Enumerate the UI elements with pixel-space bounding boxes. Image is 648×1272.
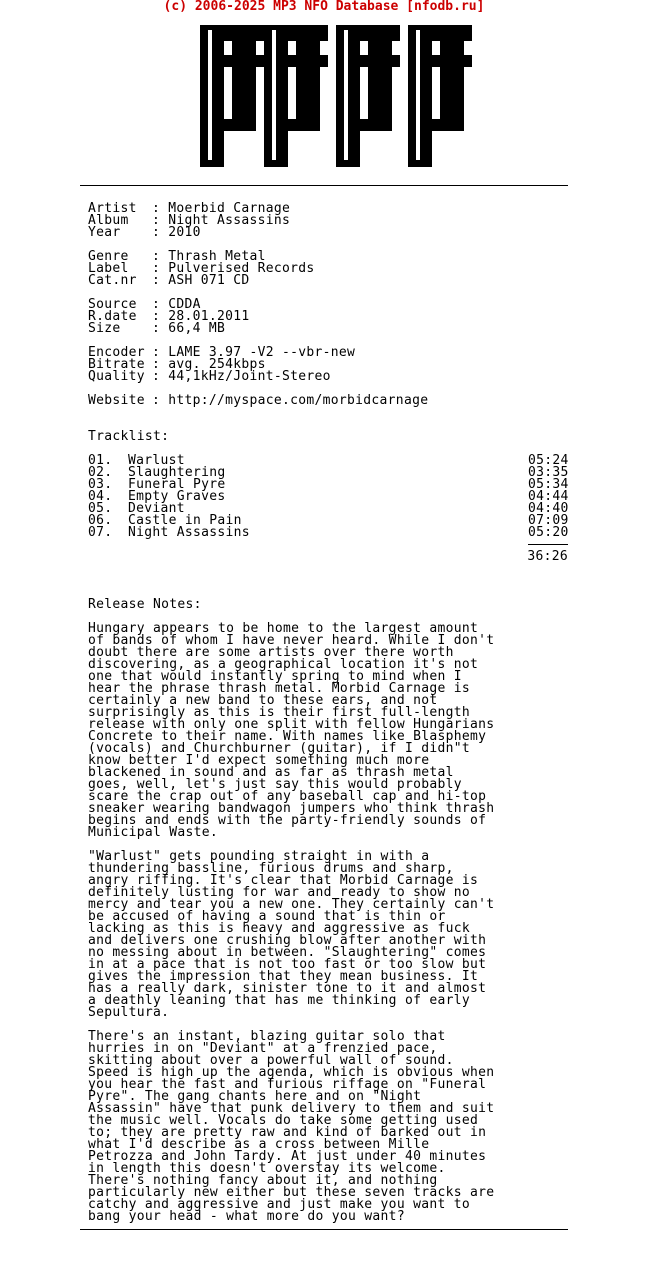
- track-length: 03:35: [528, 465, 569, 480]
- total-length: 36:26: [527, 549, 568, 564]
- info-label: Size: [88, 321, 121, 336]
- tracklist-divider: [528, 544, 568, 545]
- notes-paragraph: Hungary appears to be home to the largest amount of bands of whom I have never heard. While I don't doubt there are some artists over there worth discovering, as a geographical location it's not one that would instantly spring to mind when I hear the phrase thrash metal. Morbid Carnage is certainly a new band to these ears, and not surprisingly as this is their first full-length release with only one split with fellow Hungarians Concrete to their name. With names like Blasphemy (vocals) and Churchburner (guitar), if I didn"t know better I'd expect something much more blackened in sound and as far as thrash metal goes, well, let's just say this would probably scare the crap out of any baseball cap and hi-top sneaker wearing bandwagon jumpers who think thrash begins and ends with the party-friendly sounds of Municipal Waste.: [88, 621, 495, 840]
- release-notes-heading: Release Notes:: [88, 597, 202, 612]
- info-row: [88, 371, 568, 383]
- info-separator: :: [152, 369, 169, 384]
- track-num: 04.: [88, 489, 113, 504]
- info-separator: :: [152, 261, 169, 276]
- info-row: [88, 323, 568, 335]
- tracklist: [88, 455, 568, 539]
- info-row: [88, 275, 568, 287]
- bottom-divider: [80, 1229, 568, 1230]
- info-value: avg. 254kbps: [168, 357, 266, 372]
- track-num: 02.: [88, 465, 113, 480]
- tracklist-heading: Tracklist:: [88, 429, 170, 444]
- track-num: 03.: [88, 477, 113, 492]
- track-title: Warlust: [128, 453, 185, 468]
- info-label: R.date: [88, 309, 137, 324]
- track-title: Slaughtering: [128, 465, 226, 480]
- info-row: [88, 395, 568, 407]
- info-value: CDDA: [168, 297, 201, 312]
- info-separator: :: [152, 393, 169, 408]
- info-separator: :: [152, 357, 169, 372]
- info-separator: :: [152, 273, 169, 288]
- info-separator: :: [152, 321, 169, 336]
- info-label: Artist: [88, 201, 137, 216]
- info-separator: :: [152, 213, 169, 228]
- track-title: Night Assassins: [128, 525, 250, 540]
- info-separator: :: [152, 225, 169, 240]
- track-title: Castle in Pain: [128, 513, 242, 528]
- nfo-body: [88, 203, 568, 1223]
- track-length: 04:40: [528, 501, 569, 516]
- info-label: Genre: [88, 249, 129, 264]
- info-label: Cat.nr: [88, 273, 137, 288]
- info-separator: :: [152, 297, 169, 312]
- track-length: 05:34: [528, 477, 569, 492]
- info-value: 28.01.2011: [168, 309, 250, 324]
- info-value: Thrash Metal: [168, 249, 266, 264]
- info-label: Album: [88, 213, 129, 228]
- track-title: Deviant: [128, 501, 185, 516]
- info-label: Encoder: [88, 345, 145, 360]
- info-label: Website: [88, 393, 145, 408]
- top-divider: [80, 185, 568, 186]
- release-info: [88, 203, 568, 407]
- info-value: ASH 071 CD: [168, 273, 250, 288]
- info-separator: :: [152, 309, 169, 324]
- track-length: 05:20: [528, 525, 569, 540]
- info-separator: :: [152, 201, 169, 216]
- info-value: 2010: [168, 225, 201, 240]
- info-label: Year: [88, 225, 121, 240]
- info-label: Source: [88, 297, 137, 312]
- track-title: Empty Graves: [128, 489, 226, 504]
- site-header: (c) 2006-2025 MP3 NFO Database [nfodb.ru]: [163, 0, 485, 14]
- info-separator: :: [152, 345, 169, 360]
- notes-paragraph: "Warlust" gets pounding straight in with a thundering bassline, furious drums and sharp, angry riffing. It's clear that Morbid Carnage is definitely lusting for war and ready to show no mercy and tear you a new one. They certainly can't be accused of having a sound that is thin or lacking as this is heavy and aggressive as fuck and delivers one crushing blow after another with no messing about in between. "Slaughtering" comes in at a pace that is not too fast or too slow but gives the impression that they mean business. It has a really dark, sinister tone to it and almost a deathly leaning that has me thinking of early Sepultura.: [88, 849, 495, 1020]
- track-num: 06.: [88, 513, 113, 528]
- info-value: 44,1kHz/Joint-Stereo: [168, 369, 331, 384]
- track-title: Funeral Pyre: [128, 477, 226, 492]
- notes-paragraph: There's an instant, blazing guitar solo that hurries in on "Deviant" at a frenzied pace, skitting about over a powerful wall of sound. Speed is high up the agenda, which is obvious when you hear the fast and furious riffage on "Funeral Pyre". The gang chants here and on "Night Assassin" have that punk delivery to them and suit the music well. Vocals do take some getting used to; they are pretty raw and kind of barked out in what I'd describe as a cross between Mille Petrozza and John Tardy. At just under 40 minutes in length this doesn't overstay its welcome. There's nothing fancy about it, and nothing particularly new either but these seven tracks are catchy and aggressive and just make you want to bang your head - what more do you want?: [88, 1029, 495, 1224]
- track-row: [88, 527, 568, 539]
- info-label: Label: [88, 261, 129, 276]
- info-label: Quality: [88, 369, 145, 384]
- track-length: 05:24: [528, 453, 569, 468]
- track-length: 04:44: [528, 489, 569, 504]
- info-value: LAME 3.97 -V2 --vbr-new: [168, 345, 356, 360]
- info-separator: :: [152, 249, 169, 264]
- ascii-logo: [0, 0, 648, 180]
- info-value: Night Assassins: [168, 213, 291, 228]
- track-num: 01.: [88, 453, 113, 468]
- release-notes: [88, 623, 568, 1223]
- track-num: 07.: [88, 525, 113, 540]
- info-label: Bitrate: [88, 357, 145, 372]
- track-num: 05.: [88, 501, 113, 516]
- info-value: 66,4 MB: [168, 321, 226, 336]
- track-length: 07:09: [528, 513, 569, 528]
- info-value[interactable]: http://myspace.com/morbidcarnage: [168, 393, 429, 408]
- info-value: Moerbid Carnage: [168, 201, 291, 216]
- info-row: [88, 227, 568, 239]
- info-value: Pulverised Records: [168, 261, 315, 276]
